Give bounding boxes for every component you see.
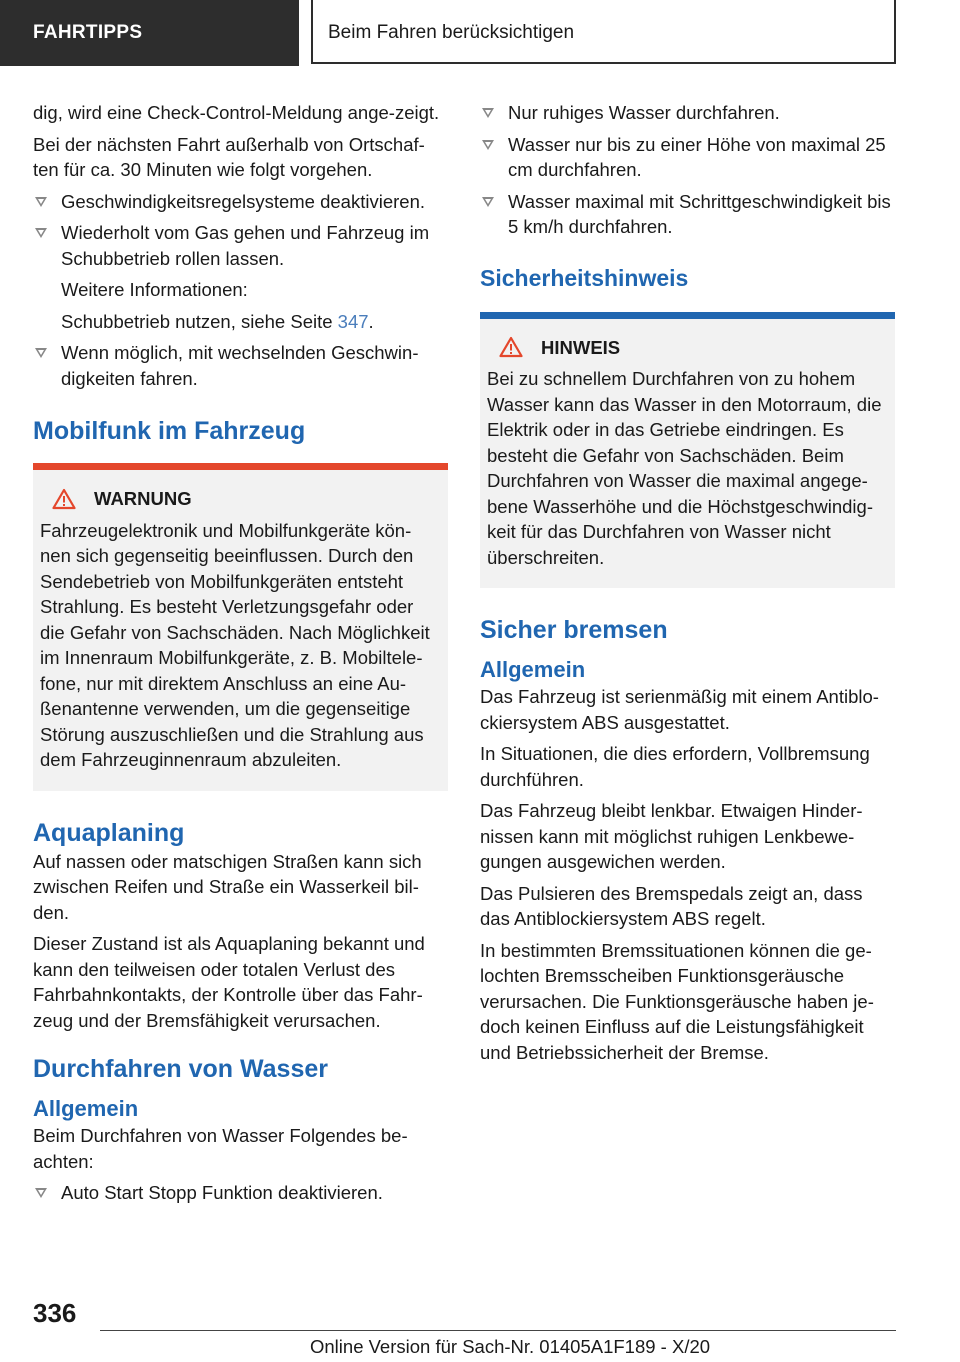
page-number: 336 — [33, 1298, 77, 1328]
bullet-triangle-icon — [482, 108, 494, 118]
paragraph: In Situationen, die dies erfordern, Vollbremsung durchführen. — [480, 743, 870, 790]
bullet-triangle-icon — [35, 348, 47, 358]
page-link[interactable]: 347 — [337, 310, 369, 332]
list-item-text: Wiederholt vom Gas gehen und Fahrzeug im Schubbetrieb rollen lassen. — [61, 222, 430, 269]
paragraph: Das Fahrzeug ist serienmäßig mit einem Antiblo-ckiersystem ABS ausgestattet. — [480, 686, 879, 733]
list-item — [480, 100, 895, 126]
list-item — [33, 189, 448, 215]
list-item-text: Wenn möglich, mit wechselnden Geschwin-digkeiten fahren. — [61, 342, 419, 389]
warning-title: WARNUNG — [94, 488, 192, 509]
heading-aquaplaning: Aquaplaning — [33, 818, 185, 847]
list-item-text: Auto Start Stopp Funktion deaktivieren. — [61, 1182, 383, 1203]
warning-text: Fahrzeugelektronik und Mobilfunkgeräte kön-nen sich gegenseitig beeinflussen. Durch den Sendebetrieb von Mobilfunkgeräten entsteht Strahlung. Es besteht Verletzungsgefahr oder die Gefahr von Sachschäden. Nach Möglichkeit im Innenraum Mobilfunkgeräte, z. B. Mobiltele-fone, nur mit direktem Anschluss an eine Au-ßenantenne verwenden, um die gegenseitige Störung auszuschließen und die Strahlung aus dem Fahrzeuginnenraum abzuleiten. — [40, 519, 430, 770]
paragraph: In bestimmten Bremssituationen können die ge-lochten Bremsscheiben Funktionsgeräusche verursachen. Die Funktionsgeräusche haben je-doch keinen Einfluss auf die Leistungsfähigkeit und Betriebssicherheit der Bremse. — [480, 939, 874, 1063]
footer-divider — [100, 1330, 896, 1331]
list-item — [33, 220, 448, 271]
paragraph: Dieser Zustand ist als Aquaplaning bekannt und kann den teilweisen oder totalen Verlust des Fahrbahnkontakts, der Kontrolle über das Fahr-zeug und der Bremsfähigkeit verursachen. — [33, 933, 425, 1031]
paragraph: Beim Durchfahren von Wasser Folgendes be-achten: — [33, 1125, 408, 1172]
left-column — [33, 100, 448, 1212]
paragraph: Das Fahrzeug bleibt lenkbar. Etwaigen Hinder-nissen kann mit möglichst ruhigen Lenkbewe-gungen ausgewichen werden. — [480, 800, 863, 872]
warning-triangle-icon — [499, 336, 523, 358]
footer-text: Online Version für Sach-Nr. 01405A1F189 - X/20 — [310, 1336, 711, 1357]
paragraph: Auf nassen oder matschigen Straßen kann sich zwischen Reifen und Straße ein Wasserkeil bil-den. — [33, 850, 422, 923]
list-item-text: Geschwindigkeitsregelsysteme deaktivieren. — [61, 190, 426, 212]
bullet-triangle-icon — [35, 228, 47, 238]
list-item — [480, 132, 895, 183]
note-title: HINWEIS — [541, 336, 621, 358]
paragraph: Bei der nächsten Fahrt außerhalb von Ortschaf-ten für ca. 30 Minuten wie folgt vorgehen. — [33, 133, 425, 180]
bullet-triangle-icon — [482, 197, 494, 207]
heading-mobilfunk: Mobilfunk im Fahrzeug — [33, 417, 306, 445]
warning-header — [40, 486, 440, 512]
reference-end: . — [368, 310, 374, 332]
list-item-text: Wasser maximal mit Schrittgeschwindigkeit bis 5 km/h durchfahren. — [508, 190, 891, 237]
warning-triangle-icon — [52, 488, 76, 510]
list-item-text: Wasser nur bis zu einer Höhe von maximal 25 cm durchfahren. — [508, 133, 886, 180]
more-info-label: Weitere Informationen: — [61, 279, 248, 300]
right-column — [480, 100, 895, 1071]
list-item — [480, 189, 895, 240]
list-item — [33, 1180, 448, 1206]
page-reference — [33, 309, 448, 335]
list-item — [33, 340, 448, 391]
page-title: Beim Fahren berücksichtigen — [311, 0, 896, 64]
bullet-triangle-icon — [35, 1188, 47, 1198]
subheading-allgemein: Allgemein — [480, 657, 586, 682]
paragraph: Das Pulsieren des Bremspedals zeigt an, dass das Antiblockiersystem ABS regelt. — [480, 882, 863, 929]
paragraph: dig, wird eine Check-Control-Meldung ange-zeigt. — [33, 102, 440, 123]
subheading-allgemein: Allgemein — [33, 1096, 139, 1121]
heading-sicherheitshinweis: Sicherheitshinweis — [480, 264, 689, 291]
page-header — [0, 0, 960, 66]
heading-wasser: Durchfahren von Wasser — [33, 1055, 328, 1083]
note-header — [487, 335, 888, 361]
list-item-text: Nur ruhiges Wasser durchfahren. — [508, 102, 780, 123]
reference-text: Schubbetrieb nutzen, siehe Seite — [61, 310, 338, 332]
section-label: FAHRTIPPS — [0, 0, 299, 66]
bullet-triangle-icon — [35, 197, 47, 207]
warning-box — [33, 463, 448, 791]
note-box — [480, 312, 895, 589]
note-text: Bei zu schnellem Durchfahren von zu hohem Wasser kann das Wasser in den Motorraum, die Elektrik oder in das Getriebe eindringen. Es besteht die Gefahr von Sachschäden. Beim Durchfahren von Wasser die maximal angege-bene Wasserhöhe und die Höchstgeschwindig-keit für das Durchfahren von Wasser nicht überschreiten. — [487, 368, 882, 568]
bullet-triangle-icon — [482, 140, 494, 150]
heading-sicher-bremsen: Sicher bremsen — [480, 616, 668, 644]
